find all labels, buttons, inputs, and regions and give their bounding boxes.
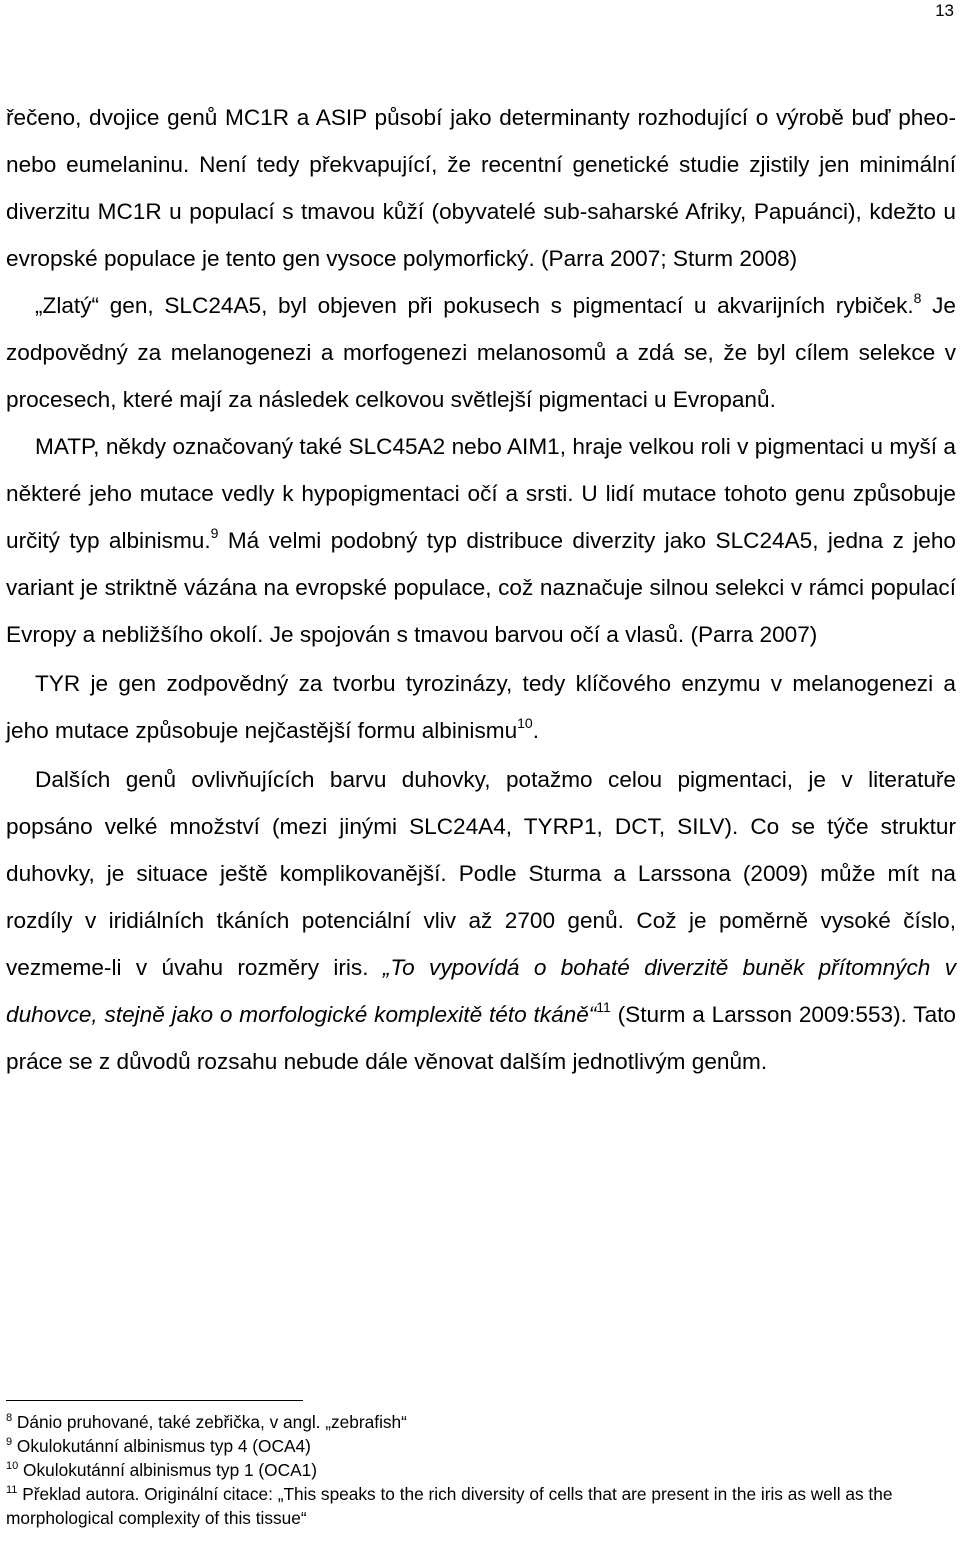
paragraph-5 bbox=[6, 756, 956, 1085]
footnote-ref-9: 9 bbox=[210, 525, 219, 541]
footnote-text: Okulokutánní albinismus typ 1 (OCA1) bbox=[18, 1460, 317, 1480]
footnotes bbox=[6, 1410, 951, 1530]
footnote-text: Dánio pruhované, také zebřička, v angl. „zebrafish“ bbox=[12, 1412, 407, 1432]
paragraph-text: (Sturm a Larsson 2009:553). Tato práce se z důvodů rozsahu nebude dále věnovat dalším jednotlivým genům. bbox=[6, 1002, 956, 1074]
footnote-11 bbox=[6, 1482, 951, 1530]
paragraph-text: řečeno, dvojice genů MC1R a ASIP působí jako determinanty rozhodující o výrobě buď pheo- nebo eumelaninu. Není tedy překvapující, že recentní genetické studie zjistily jen minimální diverzitu MC1R u populací s tmavou kůží (obyvatelé sub-saharské Afriky, Papuánci), kdežto u evropské populace je tento gen vysoce polymorfický. (Parra 2007; Sturm 2008) bbox=[6, 105, 956, 271]
footnote-number: 8 bbox=[6, 1412, 13, 1424]
paragraph-text: TYR je gen zodpovědný za tvorbu tyrozinázy, tedy klíčového enzymu v melanogenezi a jeho mutace způsobuje nejčastější formu albinismu bbox=[6, 671, 956, 743]
paragraph-3 bbox=[6, 423, 956, 658]
footnote-number: 10 bbox=[6, 1460, 19, 1472]
page-number: 13 bbox=[935, 1, 954, 20]
footnote-text: Překlad autora. Originální citace: „This speaks to the rich diversity of cells that are present in the iris as well as the morphological complexity of this tissue“ bbox=[6, 1484, 893, 1528]
footnote-text: Okulokutánní albinismus typ 4 (OCA4) bbox=[12, 1436, 311, 1456]
paragraph-text: „Zlatý“ gen, SLC24A5, byl objeven při pokusech s pigmentací u akvarijních rybiček. bbox=[35, 293, 914, 318]
footnote-ref-11: 11 bbox=[596, 999, 611, 1015]
paragraph-text: MATP, někdy označovaný také SLC45A2 nebo AIM1, hraje velkou roli v pigmentaci u myší a některé jeho mutace vedly k hypopigmentaci očí a srsti. U lidí mutace tohoto genu způsobuje určitý typ albinismu. bbox=[6, 434, 956, 553]
paragraph-text: Má velmi podobný typ distribuce diverzity jako SLC24A5, jedna z jeho variant je striktně vázána na evropské populace, což naznačuje silnou selekci v rámci populací Evropy a nebližšího okolí. Je spojován s tmavou barvou očí a vlasů. (Parra 2007) bbox=[6, 528, 956, 647]
footnote-ref-10: 10 bbox=[517, 715, 533, 731]
paragraph-1 bbox=[6, 94, 956, 282]
footnote-separator bbox=[6, 1400, 303, 1401]
paragraph-text: Dalších genů ovlivňujících barvu duhovky, potažmo celou pigmentaci, je v literatuře popsáno velké množství (mezi jinými SLC24A4, TYRP1, DCT, SILV). Co se týče struktur duhovky, je situace ještě komplikovanější. Podle Sturma a Larssona (2009) může mít na rozdíly v iridiálních tkáních potenciální vliv až 2700 genů. Což je poměrně vysoké číslo, vezmeme-li v úvahu rozměry iris. bbox=[6, 767, 956, 980]
footnote-10 bbox=[6, 1458, 951, 1482]
paragraph-4 bbox=[6, 660, 956, 754]
footnote-8 bbox=[6, 1410, 951, 1434]
footnote-9 bbox=[6, 1434, 951, 1458]
paragraph-text: . bbox=[532, 718, 539, 743]
footnote-ref-8: 8 bbox=[913, 290, 922, 306]
paragraph-text: Je zodpovědný za melanogenezi a morfogenezi melanosomů a zdá se, že byl cílem selekce v procesech, které mají za následek celkovou světlejší pigmentaci u Evropanů. bbox=[6, 293, 956, 412]
footnote-number: 9 bbox=[6, 1436, 13, 1448]
paragraph-2 bbox=[6, 282, 956, 423]
quoted-italic-text: „To vypovídá o bohaté diverzitě buněk přítomných v duhovce, stejně jako o morfologické komplexitě této tkáně“ bbox=[6, 955, 956, 1027]
footnote-number: 11 bbox=[6, 1484, 18, 1496]
body-text bbox=[6, 94, 956, 1085]
